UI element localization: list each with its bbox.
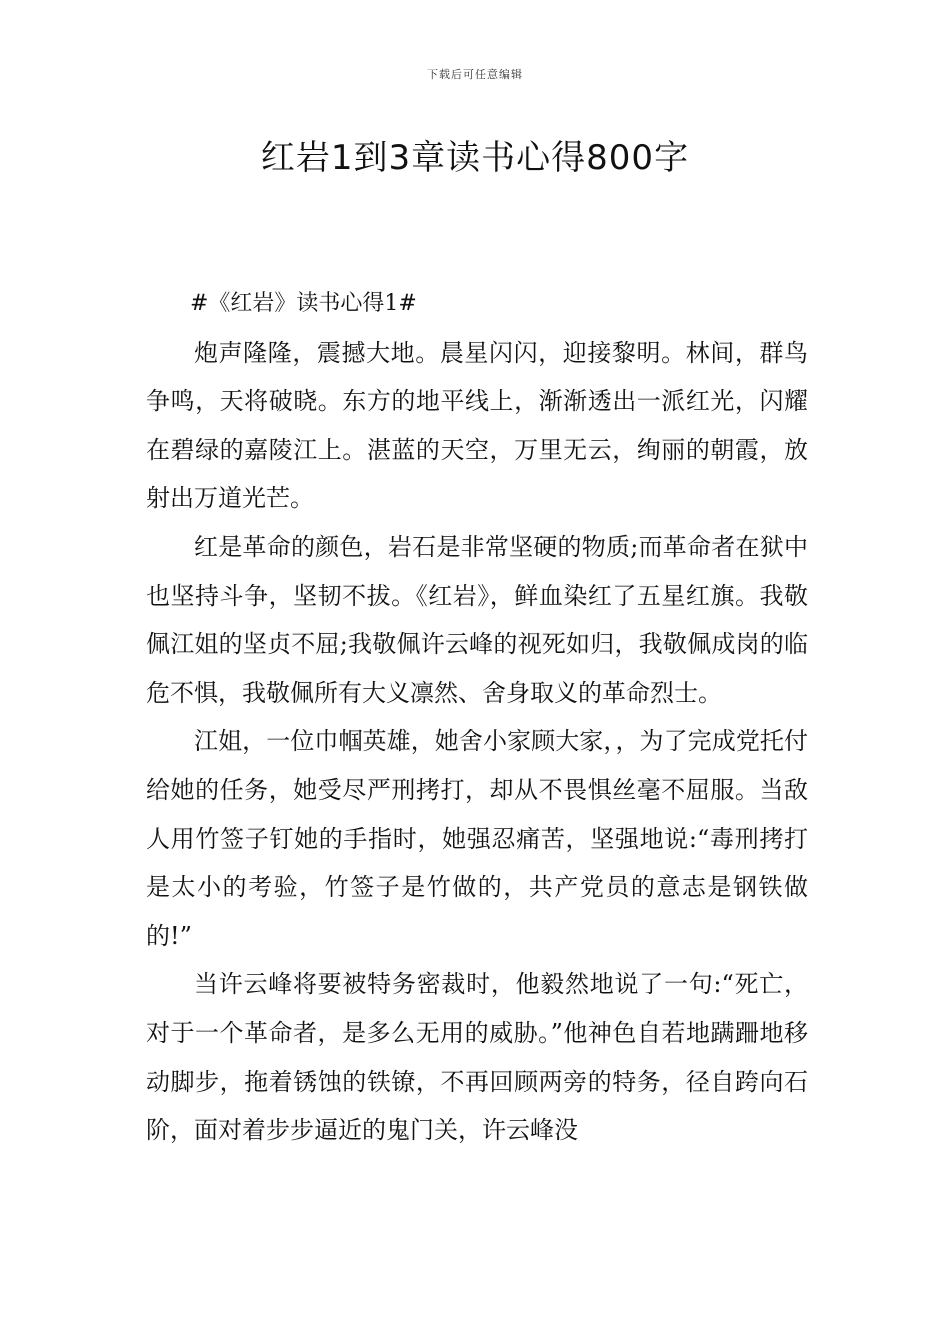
document-body xyxy=(146,280,808,1155)
document-title: 红岩1到3章读书心得800字 xyxy=(260,138,690,178)
section-heading: #《红岩》读书心得1# xyxy=(190,291,417,316)
header-note: 下载后可任意编辑 xyxy=(427,68,523,81)
paragraph: 江姐，一位巾帼英雄，她舍小家顾大家，，为了完成党托付给她的任务，她受尽严刑拷打，却从不畏惧丝毫不屈服。当敌人用竹签子钉她的手指时，她强忍痛苦，坚强地说:“毒刑拷打是太小的考验，竹签子是竹做的，共产党员的意志是钢铁做的!” xyxy=(146,727,808,950)
paragraph: 炮声隆隆，震撼大地。晨星闪闪，迎接黎明。林间，群鸟争鸣，天将破晓。东方的地平线上，渐渐透出一派红光，闪耀在碧绿的嘉陵江上。湛蓝的天空，万里无云，绚丽的朝霞，放射出万道光芒。 xyxy=(146,338,808,513)
paragraph: 红是革命的颜色，岩石是非常坚硬的物质;而革命者在狱中也坚持斗争，坚韧不拔。《红岩》，鲜血染红了五星红旗。我敬佩江姐的坚贞不屈;我敬佩许云峰的视死如归，我敬佩成岗的临危不惧，我敬佩所有大义凛然、舍身取义的革命烈士。 xyxy=(146,532,808,707)
paragraph: 当许云峰将要被特务密裁时，他毅然地说了一句:“死亡，对于一个革命者，是多么无用的威胁。”他神色自若地蹒跚地移动脚步，拖着锈蚀的铁镣，不再回顾两旁的特务，径自跨向石阶，面对着步步逼近的鬼门关，许云峰没 xyxy=(146,970,808,1145)
